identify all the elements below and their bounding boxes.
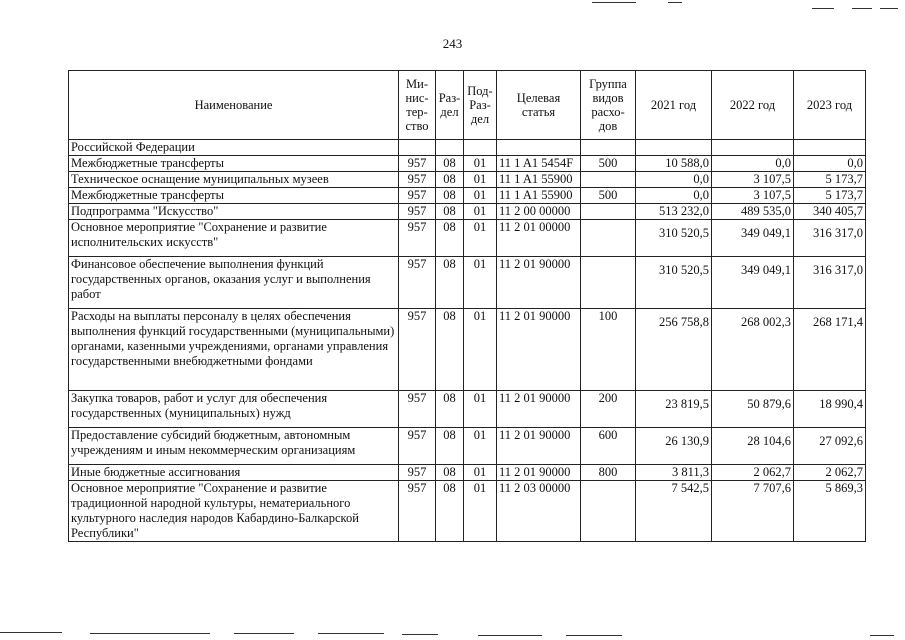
row-name: Подпрограмма "Искусство" <box>69 204 399 220</box>
row-target: 11 2 01 90000 <box>497 309 581 391</box>
row-ministry: 957 <box>399 172 436 188</box>
header-group: Группа видов расхо- дов <box>581 71 636 140</box>
row-name: Межбюджетные трансферты <box>69 156 399 172</box>
row-2023: 2 062,7 <box>794 465 866 481</box>
row-subsection: 01 <box>464 220 497 257</box>
row-group <box>581 257 636 309</box>
row-2021: 23 819,5 <box>636 391 712 428</box>
row-ministry: 957 <box>399 156 436 172</box>
row-ministry: 957 <box>399 220 436 257</box>
row-subsection: 01 <box>464 156 497 172</box>
row-2021: 256 758,8 <box>636 309 712 391</box>
table-row <box>69 391 866 428</box>
row-subsection: 01 <box>464 481 497 542</box>
scan-line <box>880 8 898 9</box>
row-2022: 268 002,3 <box>712 309 794 391</box>
row-section: 08 <box>436 220 464 257</box>
row-group: 500 <box>581 156 636 172</box>
row-2021 <box>636 140 712 156</box>
row-group: 500 <box>581 188 636 204</box>
row-2021: 0,0 <box>636 172 712 188</box>
row-group <box>581 140 636 156</box>
row-section: 08 <box>436 391 464 428</box>
row-2023: 340 405,7 <box>794 204 866 220</box>
scan-line <box>852 8 872 9</box>
row-subsection: 01 <box>464 391 497 428</box>
row-ministry: 957 <box>399 465 436 481</box>
row-target: 11 1 A1 5454F <box>497 156 581 172</box>
row-section: 08 <box>436 309 464 391</box>
table-row <box>69 220 866 257</box>
row-target <box>497 140 581 156</box>
row-2023: 5 869,3 <box>794 481 866 542</box>
header-name: Наименование <box>69 71 399 140</box>
row-subsection: 01 <box>464 465 497 481</box>
row-ministry: 957 <box>399 391 436 428</box>
scan-line <box>668 2 682 3</box>
row-name: Основное мероприятие "Сохранение и развитие традиционной народной культуры, нематериального культурного наследия народов Кабардино-Балкарской Республики" <box>69 481 399 542</box>
row-2022: 3 107,5 <box>712 188 794 204</box>
row-2022: 0,0 <box>712 156 794 172</box>
row-ministry: 957 <box>399 204 436 220</box>
row-target: 11 2 01 00000 <box>497 220 581 257</box>
row-2023: 268 171,4 <box>794 309 866 391</box>
row-2023: 0,0 <box>794 156 866 172</box>
header-row <box>69 71 866 140</box>
scan-line <box>318 633 384 634</box>
table-row <box>69 257 866 309</box>
row-2023: 316 317,0 <box>794 257 866 309</box>
table-row <box>69 428 866 465</box>
row-name: Российской Федерации <box>69 140 399 156</box>
row-2021: 7 542,5 <box>636 481 712 542</box>
row-2022: 2 062,7 <box>712 465 794 481</box>
row-subsection: 01 <box>464 172 497 188</box>
row-2021: 3 811,3 <box>636 465 712 481</box>
row-subsection: 01 <box>464 257 497 309</box>
scan-line <box>402 634 438 635</box>
row-section: 08 <box>436 257 464 309</box>
row-section: 08 <box>436 172 464 188</box>
row-2021: 10 588,0 <box>636 156 712 172</box>
row-section: 08 <box>436 481 464 542</box>
row-target: 11 2 01 90000 <box>497 465 581 481</box>
row-2022 <box>712 140 794 156</box>
row-group <box>581 172 636 188</box>
table-row <box>69 140 866 156</box>
table-row <box>69 309 866 391</box>
row-2021: 310 520,5 <box>636 257 712 309</box>
row-subsection <box>464 140 497 156</box>
table-row <box>69 188 866 204</box>
row-group: 200 <box>581 391 636 428</box>
row-group <box>581 481 636 542</box>
row-name: Закупка товаров, работ и услуг для обеспечения государственных (муниципальных) нужд <box>69 391 399 428</box>
row-2023: 5 173,7 <box>794 188 866 204</box>
row-name: Расходы на выплаты персоналу в целях обеспечения выполнения функций государственными (муниципальными) органами, казенными учреждениями, органами управления государственными внебюджетными фондами <box>69 309 399 391</box>
row-2023 <box>794 140 866 156</box>
row-ministry: 957 <box>399 428 436 465</box>
scan-line <box>566 635 622 636</box>
scan-line <box>90 633 210 634</box>
row-2022: 3 107,5 <box>712 172 794 188</box>
row-section: 08 <box>436 156 464 172</box>
row-2021: 0,0 <box>636 188 712 204</box>
row-subsection: 01 <box>464 428 497 465</box>
row-section: 08 <box>436 188 464 204</box>
scan-line <box>592 2 636 3</box>
row-target: 11 1 A1 55900 <box>497 188 581 204</box>
header-ministry: Ми- нис- тер- ство <box>399 71 436 140</box>
row-2022: 7 707,6 <box>712 481 794 542</box>
row-2022: 349 049,1 <box>712 257 794 309</box>
row-name: Межбюджетные трансферты <box>69 188 399 204</box>
row-target: 11 2 00 00000 <box>497 204 581 220</box>
row-group: 600 <box>581 428 636 465</box>
header-subsection: Под- Раз- дел <box>464 71 497 140</box>
table-row <box>69 172 866 188</box>
row-section: 08 <box>436 428 464 465</box>
row-subsection: 01 <box>464 204 497 220</box>
table-row <box>69 481 866 542</box>
header-2023: 2023 год <box>794 71 866 140</box>
scan-line <box>870 635 894 636</box>
scan-line <box>478 635 542 636</box>
row-group <box>581 220 636 257</box>
row-2022: 489 535,0 <box>712 204 794 220</box>
row-ministry: 957 <box>399 481 436 542</box>
row-2023: 18 990,4 <box>794 391 866 428</box>
header-2021: 2021 год <box>636 71 712 140</box>
row-ministry <box>399 140 436 156</box>
header-2022: 2022 год <box>712 71 794 140</box>
row-2022: 349 049,1 <box>712 220 794 257</box>
row-2023: 5 173,7 <box>794 172 866 188</box>
scan-line <box>234 633 294 634</box>
header-target: Целевая статья <box>497 71 581 140</box>
row-name: Предоставление субсидий бюджетным, автономным учреждениям и иным некоммерческим организациям <box>69 428 399 465</box>
row-subsection: 01 <box>464 188 497 204</box>
row-2023: 316 317,0 <box>794 220 866 257</box>
row-ministry: 957 <box>399 257 436 309</box>
row-section: 08 <box>436 204 464 220</box>
row-name: Финансовое обеспечение выполнения функций государственных органов, оказания услуг и выполнения работ <box>69 257 399 309</box>
row-section <box>436 140 464 156</box>
row-target: 11 2 01 90000 <box>497 391 581 428</box>
scan-line <box>0 632 62 633</box>
row-group: 100 <box>581 309 636 391</box>
row-name: Техническое оснащение муниципальных музеев <box>69 172 399 188</box>
row-target: 11 2 01 90000 <box>497 428 581 465</box>
row-2022: 50 879,6 <box>712 391 794 428</box>
row-ministry: 957 <box>399 188 436 204</box>
row-group: 800 <box>581 465 636 481</box>
scan-line <box>812 8 834 9</box>
header-section: Раз- дел <box>436 71 464 140</box>
row-2021: 310 520,5 <box>636 220 712 257</box>
budget-table <box>68 70 866 542</box>
row-2022: 28 104,6 <box>712 428 794 465</box>
row-target: 11 1 A1 55900 <box>497 172 581 188</box>
table-row <box>69 156 866 172</box>
row-name: Основное мероприятие "Сохранение и развитие исполнительских искусств" <box>69 220 399 257</box>
row-target: 11 2 03 00000 <box>497 481 581 542</box>
row-section: 08 <box>436 465 464 481</box>
row-name: Иные бюджетные ассигнования <box>69 465 399 481</box>
row-group <box>581 204 636 220</box>
table-row <box>69 204 866 220</box>
row-target: 11 2 01 90000 <box>497 257 581 309</box>
row-2021: 26 130,9 <box>636 428 712 465</box>
table-row <box>69 465 866 481</box>
row-2021: 513 232,0 <box>636 204 712 220</box>
row-2023: 27 092,6 <box>794 428 866 465</box>
page-number: 243 <box>442 36 463 51</box>
row-ministry: 957 <box>399 309 436 391</box>
row-subsection: 01 <box>464 309 497 391</box>
